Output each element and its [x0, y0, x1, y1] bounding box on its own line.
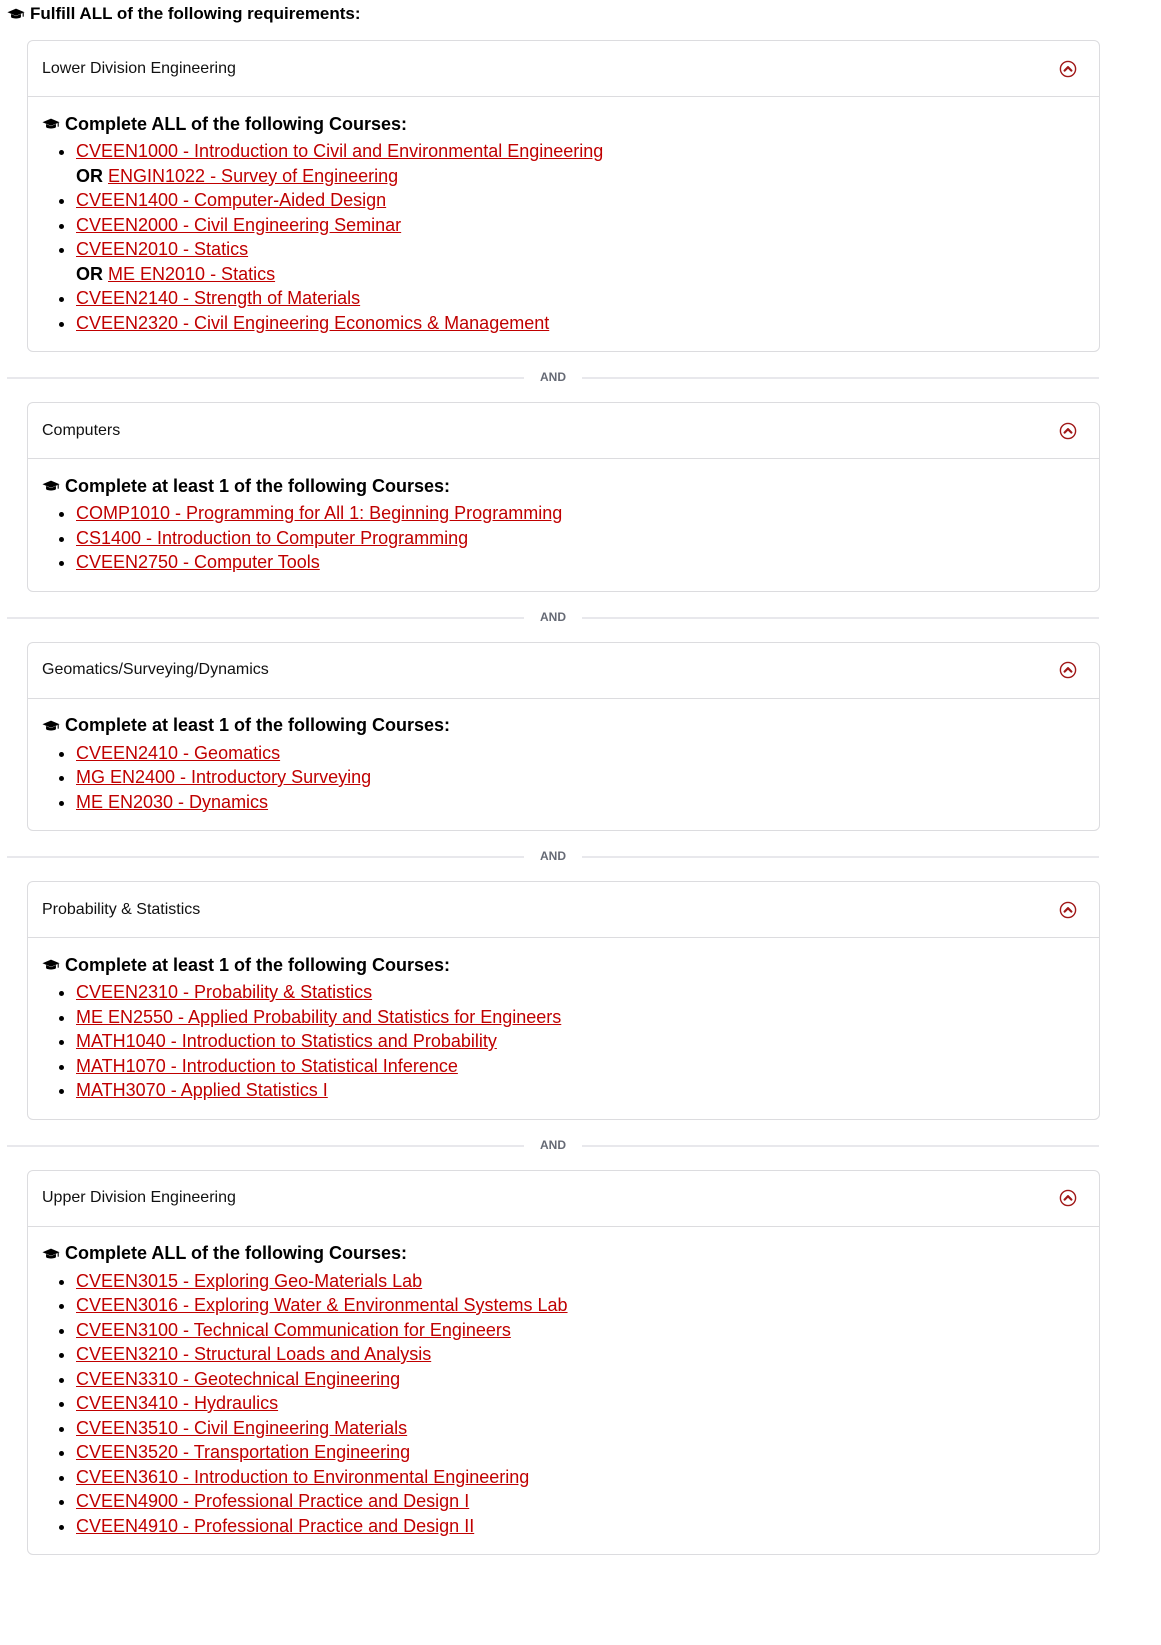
course-item: [76, 1342, 1085, 1367]
course-link[interactable]: ME EN2030 - Dynamics: [76, 791, 269, 812]
course-link[interactable]: CVEEN3100 - Technical Communication for Engineers: [76, 1319, 511, 1340]
course-list: [42, 980, 1085, 1103]
course-item: [76, 1054, 1085, 1079]
requirement-card-body: [28, 97, 1099, 351]
course-link[interactable]: CVEEN3310 - Geotechnical Engineering: [76, 1368, 401, 1389]
course-link[interactable]: CVEEN3210 - Structural Loads and Analysis: [76, 1344, 432, 1364]
chevron-up-circle-icon[interactable]: [1059, 60, 1077, 78]
course-item: [76, 790, 1085, 815]
course-item: [76, 1440, 1085, 1465]
course-link[interactable]: CVEEN2320 - Civil Engineering Economics & Management: [76, 312, 550, 333]
course-item: [76, 741, 1085, 766]
and-separator: [7, 592, 1099, 642]
graduation-cap-icon: [42, 1247, 60, 1261]
requirement-card: [27, 881, 1100, 1120]
course-link[interactable]: CS1400 - Introduction to Computer Programming: [76, 527, 469, 548]
and-separator: [7, 1120, 1099, 1170]
course-item: [76, 1029, 1085, 1054]
graduation-cap-icon: [42, 117, 60, 131]
course-link[interactable]: CVEEN4900 - Professional Practice and Design I: [76, 1491, 470, 1511]
requirement-card-body: [28, 1227, 1099, 1555]
course-link[interactable]: CVEEN3016 - Exploring Water & Environmental Systems Lab: [76, 1295, 568, 1315]
course-list: [42, 139, 1085, 335]
course-item: [76, 139, 1085, 188]
course-item: [76, 1005, 1085, 1030]
course-item: [76, 286, 1085, 311]
course-list: [42, 501, 1085, 575]
requirement-card-body: [28, 699, 1099, 831]
course-link[interactable]: COMP1010 - Programming for All 1: Beginning Programming: [76, 503, 563, 523]
course-link[interactable]: CVEEN4910 - Professional Practice and Design II: [76, 1515, 475, 1536]
course-link[interactable]: CVEEN2010 - Statics: [76, 239, 249, 259]
course-list: [42, 1269, 1085, 1539]
chevron-up-circle-icon[interactable]: [1059, 422, 1077, 440]
course-item: [76, 213, 1085, 238]
course-item: [76, 1293, 1085, 1318]
graduation-cap-icon: [7, 7, 25, 21]
course-link[interactable]: MATH3070 - Applied Statistics I: [76, 1080, 328, 1100]
course-item: [76, 1416, 1085, 1441]
course-item: [76, 501, 1085, 526]
course-link[interactable]: CVEEN2140 - Strength of Materials: [76, 288, 361, 308]
course-link[interactable]: CVEEN2000 - Civil Engineering Seminar: [76, 214, 402, 235]
course-item: [76, 1391, 1085, 1416]
and-label: AND: [524, 609, 582, 625]
alternative-course-link[interactable]: ENGIN1022 - Survey of Engineering: [108, 165, 399, 186]
rule-text: Complete at least 1 of the following Courses:: [65, 954, 451, 975]
course-link[interactable]: CVEEN3410 - Hydraulics: [76, 1393, 279, 1413]
course-link[interactable]: CVEEN2310 - Probability & Statistics: [76, 982, 373, 1002]
course-link[interactable]: MATH1040 - Introduction to Statistics and Probability: [76, 1031, 497, 1051]
rule-text: Complete ALL of the following Courses:: [65, 1243, 407, 1263]
or-label: OR: [76, 165, 103, 186]
course-item: [76, 526, 1085, 551]
requirements-title: [7, 0, 1154, 28]
requirements-list: [7, 40, 1154, 1555]
course-item: [76, 980, 1085, 1005]
rule-heading: [42, 952, 1085, 978]
rule-heading: [42, 111, 1085, 137]
requirement-card-header[interactable]: [28, 403, 1099, 459]
course-link[interactable]: CVEEN3520 - Transportation Engineering: [76, 1442, 411, 1462]
course-item: [76, 1078, 1085, 1103]
course-link[interactable]: MG EN2400 - Introductory Surveying: [76, 767, 372, 787]
course-link[interactable]: CVEEN2410 - Geomatics: [76, 742, 281, 763]
requirement-title: Upper Division Engineering: [42, 1189, 236, 1206]
requirement-card: [27, 642, 1100, 832]
requirement-title: Lower Division Engineering: [42, 59, 236, 77]
graduation-cap-icon: [42, 479, 60, 493]
and-separator: [7, 831, 1099, 881]
alternative-course: [76, 262, 1085, 287]
course-link[interactable]: CVEEN3610 - Introduction to Environmental Engineering: [76, 1466, 530, 1487]
or-label: OR: [76, 263, 103, 284]
rule-heading: [42, 713, 1085, 739]
course-item: [76, 188, 1085, 213]
course-link[interactable]: CVEEN2750 - Computer Tools: [76, 552, 320, 572]
course-link[interactable]: MATH1070 - Introduction to Statistical Inference: [76, 1055, 458, 1076]
requirement-title: Geomatics/Surveying/Dynamics: [42, 661, 269, 678]
rule-text: Complete at least 1 of the following Courses:: [65, 475, 451, 496]
course-item: [76, 1514, 1085, 1539]
and-label: AND: [524, 1137, 582, 1153]
course-link[interactable]: CVEEN3510 - Civil Engineering Materials: [76, 1417, 408, 1438]
course-item: [76, 1269, 1085, 1294]
course-item: [76, 1489, 1085, 1514]
chevron-up-circle-icon[interactable]: [1059, 901, 1077, 919]
requirements-title-text: Fulfill ALL of the following requirements:: [30, 4, 361, 23]
requirement-card-header[interactable]: [28, 882, 1099, 938]
and-label: AND: [524, 848, 582, 864]
rule-heading: [42, 473, 1085, 499]
course-item: [76, 1367, 1085, 1392]
alternative-course: [76, 164, 1085, 189]
course-item: [76, 765, 1085, 790]
requirement-title: Computers: [42, 421, 121, 439]
requirement-title: Probability & Statistics: [42, 900, 201, 918]
rule-text: Complete ALL of the following Courses:: [65, 113, 407, 134]
course-item: [76, 311, 1085, 336]
graduation-cap-icon: [42, 719, 60, 733]
requirement-card-body: [28, 938, 1099, 1119]
graduation-cap-icon: [42, 958, 60, 972]
requirement-card-body: [28, 459, 1099, 591]
rule-text: Complete at least 1 of the following Courses:: [65, 715, 451, 735]
requirement-card-header[interactable]: [28, 1171, 1099, 1227]
course-item: [76, 550, 1085, 575]
course-list: [42, 741, 1085, 815]
course-item: [76, 1318, 1085, 1343]
course-link[interactable]: CVEEN1000 - Introduction to Civil and Environmental Engineering: [76, 141, 604, 161]
course-link[interactable]: CVEEN1400 - Computer-Aided Design: [76, 190, 387, 210]
course-item: [76, 237, 1085, 286]
rule-heading: [42, 1241, 1085, 1267]
course-link[interactable]: CVEEN3015 - Exploring Geo-Materials Lab: [76, 1270, 423, 1291]
chevron-up-circle-icon[interactable]: [1059, 661, 1077, 679]
requirement-card-header[interactable]: [28, 41, 1099, 97]
requirement-card: [27, 402, 1100, 592]
course-link[interactable]: ME EN2550 - Applied Probability and Statistics for Engineers: [76, 1006, 562, 1027]
requirement-card-header[interactable]: [28, 643, 1099, 699]
requirement-card: [27, 40, 1100, 352]
requirement-card: [27, 1170, 1100, 1556]
and-label: AND: [524, 369, 582, 385]
alternative-course-link[interactable]: ME EN2010 - Statics: [108, 263, 276, 284]
and-separator: [7, 352, 1099, 402]
chevron-up-circle-icon[interactable]: [1059, 1189, 1077, 1207]
course-item: [76, 1465, 1085, 1490]
